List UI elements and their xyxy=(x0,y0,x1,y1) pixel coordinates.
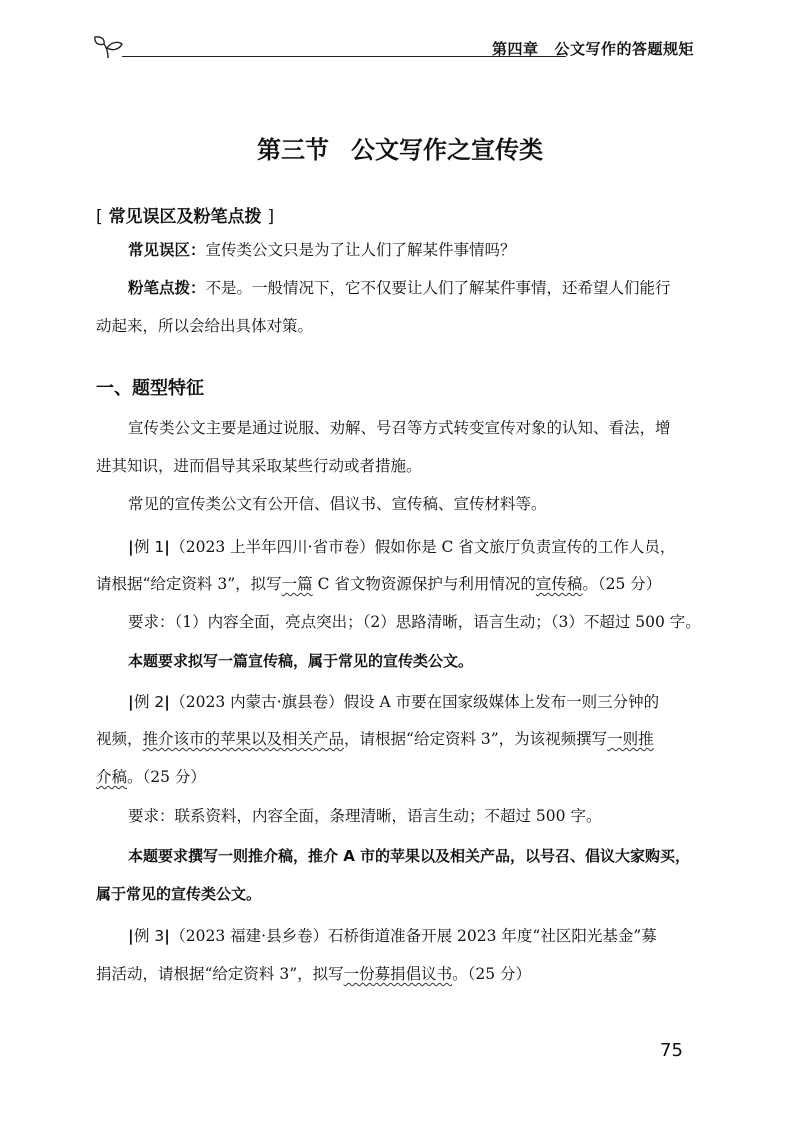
box-close-bracket: ] xyxy=(267,207,275,227)
example-1-line2: 请根据“给定资料 3”，拟写一篇 C 省文物资源保护与利用情况的宣传稿。（25 分） xyxy=(96,575,662,593)
example-2-text1: （2023 内蒙古·旗县卷）假设 A 市要在国家级媒体上发布一则三分钟的 xyxy=(170,693,660,711)
example-1-wavy-2: 宣传稿 xyxy=(535,575,583,593)
section-title-text: 公文写作之宣传类 xyxy=(351,136,543,164)
running-header xyxy=(92,30,694,64)
body-para1-line2: 进其知识，进而倡导其采取某些行动或者措施。 xyxy=(96,457,422,475)
example-3-tag: |例 3| xyxy=(128,927,170,945)
example-1-note: 本题要求拟写一篇宣传稿，属于常见的宣传类公文。 xyxy=(128,652,474,670)
chapter-number: 第四章 xyxy=(491,40,539,58)
example-2-wavy-3: 介稿 xyxy=(96,768,128,786)
example-2-note-2: 属于常见的宣传类公文。 xyxy=(96,885,262,903)
example-3-wavy-1: 一份募捐倡议书 xyxy=(343,965,453,983)
misconception-text: 宣传类公文只是为了让人们了解某件事情吗？ xyxy=(205,241,516,259)
example-1-wavy-1: 一篇 xyxy=(281,575,313,593)
example-2-requirement: 要求：联系资料，内容全面，条理清晰，语言生动；不超过 500 字。 xyxy=(128,807,602,825)
example-2-line1 xyxy=(128,692,696,712)
box-open-bracket: [ xyxy=(96,207,103,227)
heading-question-features: 一、题型特征 xyxy=(96,378,204,399)
box-heading xyxy=(96,202,274,227)
tip-line-1 xyxy=(128,278,696,298)
example-2-line2: 视频，推介该市的苹果以及相关产品，请根据“给定资料 3”，为该视频撰写一则推 xyxy=(96,730,654,748)
example-1-text1: （2023 上半年四川·省市卷）假如你是 C 省文旅厅负责宣传的工作人员， xyxy=(170,538,676,556)
chapter-title: 公文写作的答题规矩 xyxy=(554,40,694,58)
tip-label: 粉笔点拨： xyxy=(128,279,206,297)
section-title xyxy=(0,130,800,165)
sprout-icon xyxy=(92,34,126,60)
example-1-requirement: 要求：（1）内容全面，亮点突出；（2）思路清晰，语言生动；（3）不超过 500 字。 xyxy=(128,613,701,631)
example-1-tag: |例 1| xyxy=(128,538,170,556)
example-3-text1: （2023 福建·县乡卷）石桥街道准备开展 2023 年度“社区阳光基金”募 xyxy=(170,927,657,945)
box-title: 常见误区及粉笔点拨 xyxy=(108,207,262,227)
example-2-wavy-1: 推介该市的苹果以及相关产品 xyxy=(142,730,345,748)
section-number: 第三节 xyxy=(257,136,329,164)
example-2-note-1: 本题要求撰写一则推介稿，推介 A 市的苹果以及相关产品，以号召、倡议大家购买， xyxy=(128,847,691,865)
body-para2: 常见的宣传类公文有公开信、倡议书、宣传稿、宣传材料等。 xyxy=(128,495,547,513)
header-chapter xyxy=(492,38,694,59)
example-2-wavy-2: 一则推 xyxy=(607,730,654,748)
misconception-line xyxy=(128,240,696,260)
example-1-line1 xyxy=(128,537,696,557)
example-3-line2: 捐活动，请根据“给定资料 3”，拟写一份募捐倡议书。（25 分） xyxy=(96,965,532,983)
tip-line-2: 动起来，所以会给出具体对策。 xyxy=(96,317,314,335)
page-number: 75 xyxy=(660,1040,683,1061)
tip-text-1: 不是。一般情况下，它不仅要让人们了解某件事情，还希望人们能行 xyxy=(205,279,671,297)
misconception-label: 常见误区： xyxy=(128,241,206,259)
example-3-line1 xyxy=(128,926,696,946)
example-2-tag: |例 2| xyxy=(128,693,170,711)
body-para1-line1: 宣传类公文主要是通过说服、劝解、号召等方式转变宣传对象的认知、看法，增 xyxy=(128,419,671,437)
example-2-line3: 介稿。（25 分） xyxy=(96,768,206,786)
